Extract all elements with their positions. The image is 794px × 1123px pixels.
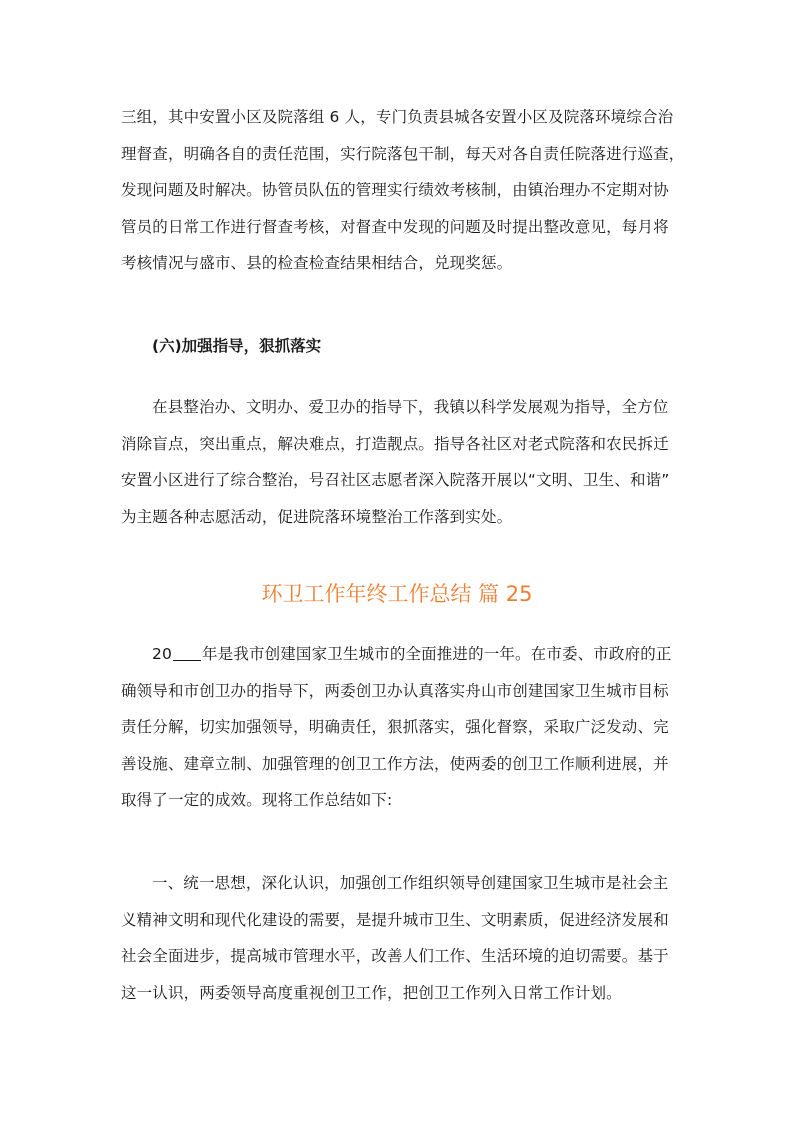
- text-line: 责任分解，切实加强领导，明确责任，狠抓落实，强化督察，采取广泛发动、完: [121, 718, 669, 736]
- text-line: 在县整治办、文明办、爱卫办的指导下，我镇以科学发展观为指导，全方位: [152, 398, 669, 416]
- text-line: 发现问题及时解决。协管员队伍的管理实行绩效考核制，由镇治理办不定期对协: [121, 181, 669, 199]
- paragraph-intro: [121, 636, 677, 819]
- text-line: 社会全面进步，提高城市管理水平，改善人们工作、生活环境的迫切需要。基于: [121, 947, 669, 965]
- text-line: 理督查，明确各自的责任范围，实行院落包干制，每天对各自责任院落进行巡查，: [121, 144, 685, 163]
- section-title: 环卫工作年终工作总结 篇 25: [261, 582, 533, 606]
- text-line: 义精神文明和现代化建设的需要，是提升城市卫生、文明素质，促进经济发展和: [121, 910, 669, 929]
- paragraph-supervision-groups: [121, 99, 685, 282]
- text-line: 为主题各种志愿活动，促进院落环境整治工作落到实处。: [121, 507, 513, 526]
- text-line: 三组，其中安置小区及院落组 6 人，专门负责县城各安置小区及院落环境综合治: [121, 108, 674, 126]
- text-line: 一、统一思想，深化认识，加强创工作组织领导创建国家卫生城市是社会主: [152, 874, 669, 892]
- text-line: 善设施、建章立制、加强管理的创卫工作方法，使两委的创卫工作顺利进展，并: [121, 754, 669, 773]
- year-prefix: 20: [152, 645, 173, 663]
- text-line: 取得了一定的成效。现将工作总结如下:: [121, 791, 393, 809]
- year-blank: [173, 644, 201, 661]
- text-line: 安置小区进行了综合整治，号召社区志愿者深入院落开展以“文明、卫生、和谐”: [121, 471, 670, 489]
- intro-text: 年是我市创建国家卫生城市的全面推进的一年。在市委、市政府的正: [202, 645, 672, 663]
- section-subheading: (六)加强指导，狠抓落实: [152, 337, 322, 355]
- text-line: 管员的日常工作进行督查考核，对督查中发现的问题及时提出整改意见，每月将: [121, 217, 669, 236]
- text-line: [121, 636, 677, 673]
- paragraph-point-one: [121, 865, 677, 1011]
- text-line: 考核情况与盛市、县的检查检查结果相结合，兑现奖惩。: [121, 254, 513, 272]
- paragraph-guidance: [121, 389, 677, 535]
- text-line: 确领导和市创卫办的指导下，两委创卫办认真落实舟山市创建国家卫生城市目标: [121, 681, 669, 700]
- text-line: 消除盲点，突出重点，解决难点，打造靓点。指导各社区对老式院落和农民拆迁: [121, 434, 669, 453]
- text-line: 这一认识，两委领导高度重视创卫工作，把创卫工作列入日常工作计划。: [121, 983, 622, 1002]
